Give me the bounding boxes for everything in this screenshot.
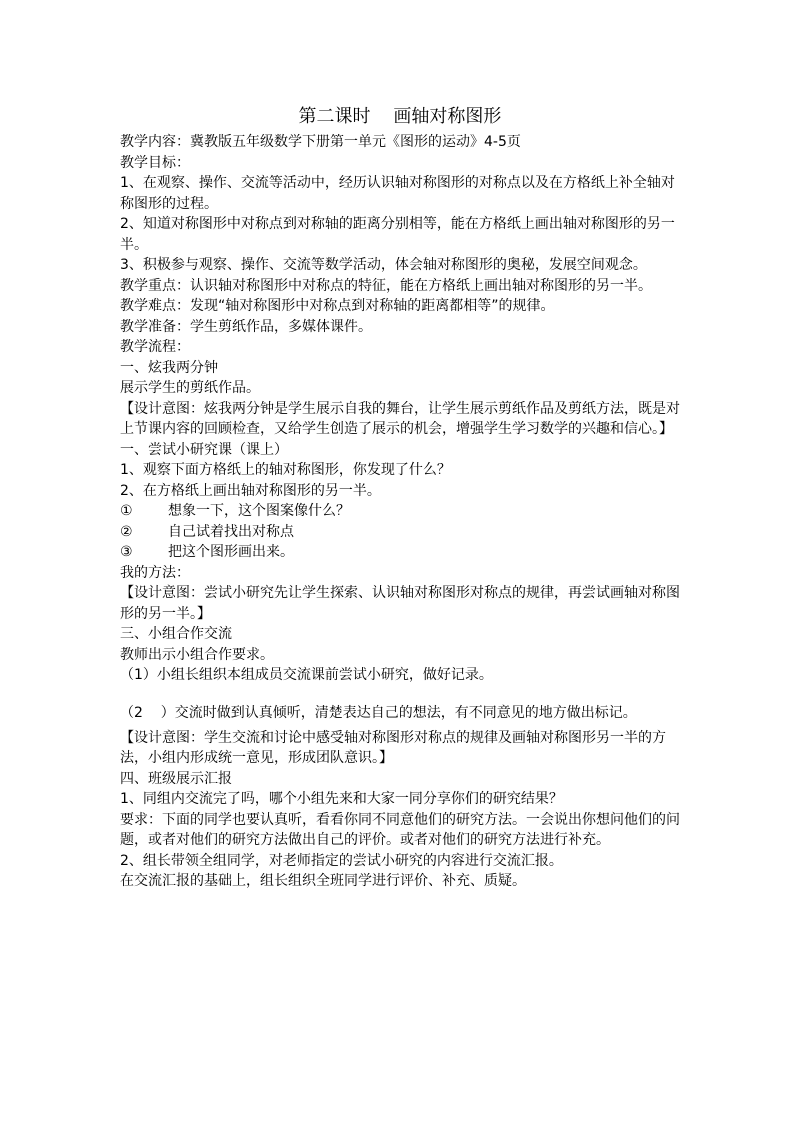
design-intent-2: 【设计意图：尝试小研究先让学生探索、认识轴对称图形对称点的规律，再尝试画轴对称图形的另一半。】 [120, 585, 680, 622]
step-3-text: 把这个图形画出来。 [168, 544, 294, 560]
section-2-item-2: 2、在方格纸上画出轴对称图形的另一半。 [120, 482, 381, 499]
section-3-req-2: （2 ）交流时做到认真倾听，清楚表达自己的想法，有不同意见的地方做出标记。 [120, 704, 637, 721]
section-1-heading: 一、炫我两分钟 [120, 359, 218, 376]
preparation: 教学准备：学生剪纸作品，多媒体课件。 [120, 318, 372, 335]
my-method: 我的方法： [120, 564, 190, 581]
goal-2: 2、知道对称图形中对称点到对称轴的距离分别相等，能在方格纸上画出轴对称图形的另一半。 [120, 216, 675, 253]
step-2-mark: ② [120, 523, 133, 540]
section-2-heading: 一、尝试小研究课（课上） [120, 441, 288, 458]
teaching-content: 教学内容：冀教版五年级数学下册第一单元《图形的运动》4-5页 [120, 134, 521, 150]
key-point: 教学重点：认识轴对称图形中对称点的特征，能在方格纸上画出轴对称图形的另一半。 [120, 277, 652, 294]
section-3-text: 教师出示小组合作要求。 [120, 646, 274, 663]
step-3 [120, 542, 680, 563]
step-3-mark: ③ [120, 544, 133, 560]
spacer [120, 686, 680, 698]
document-page [120, 104, 680, 892]
section-4-text: 在交流汇报的基础上，组长组织全班同学进行评价、补充、质疑。 [120, 873, 526, 889]
section-4-requirement: 要求：下面的同学也要认真听，看看你同不同意他们的研究方法。一会说出你想问他们的问题，或者对他们的研究方法做出自己的评价。或者对他们的研究方法进行补充。 [120, 811, 680, 848]
section-4-heading: 四、班级展示汇报 [120, 770, 232, 787]
section-2-item-1: 1、观察下面方格纸上的轴对称图形，你发现了什么？ [120, 462, 451, 478]
document-title: 第二课时 画轴对称图形 [298, 106, 502, 127]
step-2-text: 自己试着找出对称点 [168, 523, 294, 540]
process-heading: 教学流程： [120, 339, 190, 355]
goal-3: 3、积极参与观察、操作、交流等数学活动，体会轴对称图形的奥秘，发展空间观念。 [120, 257, 647, 273]
difficult-point: 教学难点：发现“轴对称图形中对称点到对称轴的距离都相等”的规律。 [120, 298, 555, 314]
step-2 [120, 522, 680, 543]
design-intent-3: 【设计意图：学生交流和讨论中感受轴对称图形对称点的规律及画轴对称图形另一半的方法，小组内形成统一意见，形成团队意识。】 [120, 729, 666, 766]
step-1 [120, 501, 680, 522]
section-4-item-1: 1、同组内交流完了吗，哪个小组先来和大家一同分享你们的研究结果？ [120, 791, 563, 807]
section-3-heading: 三、小组合作交流 [120, 626, 232, 642]
step-1-text: 想象一下，这个图案像什么？ [168, 503, 350, 519]
section-4-item-2: 2、组长带领全组同学，对老师指定的尝试小研究的内容进行交流汇报。 [120, 852, 563, 869]
goal-1: 1、在观察、操作、交流等活动中，经历认识轴对称图形的对称点以及在方格纸上补全轴对称图形的过程。 [120, 175, 675, 212]
section-3-req-1: （1）小组长组织本组成员交流课前尝试小研究，做好记录。 [120, 667, 493, 683]
step-1-mark: ① [120, 503, 133, 519]
teaching-goals-heading: 教学目标： [120, 154, 190, 171]
section-1-text: 展示学生的剪纸作品。 [120, 380, 260, 396]
design-intent-1: 【设计意图：炫我两分钟是学生展示自我的舞台，让学生展示剪纸作品及剪纸方法，既是对上节课内容的回顾检查，又给学生创造了展示的机会，增强学生学习数学的兴趣和信心。】 [120, 400, 680, 437]
